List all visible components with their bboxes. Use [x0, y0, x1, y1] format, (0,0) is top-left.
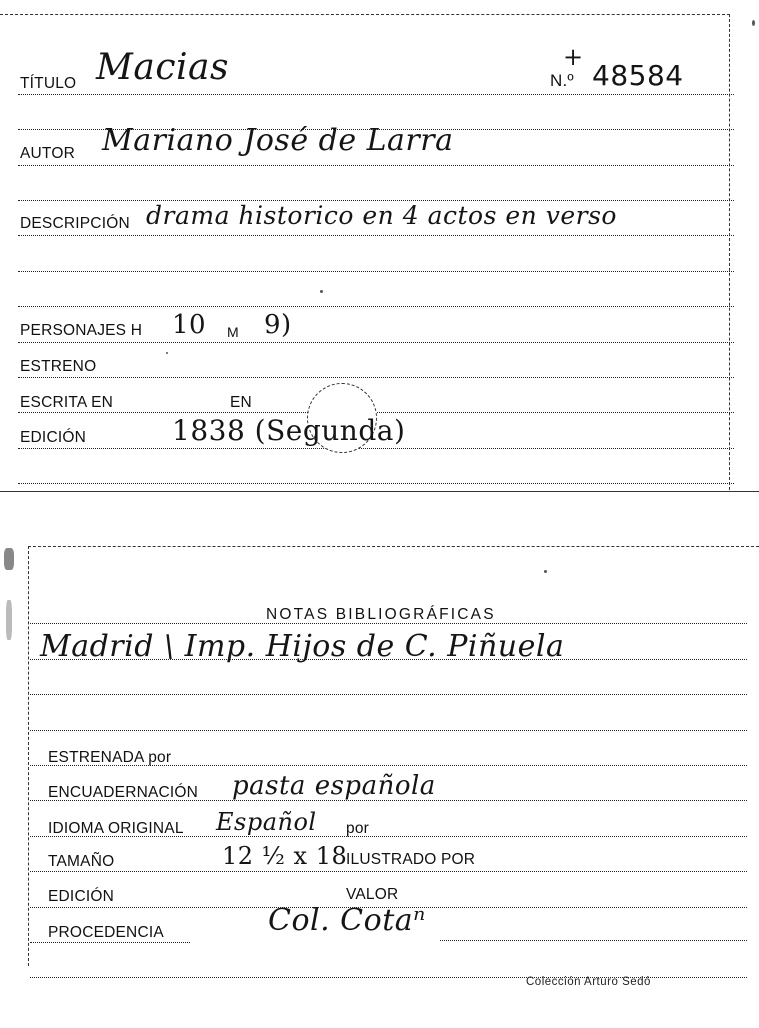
- rule-line: [440, 940, 747, 941]
- edicion-label: EDICIÓN: [20, 429, 86, 446]
- cross-mark-icon: +: [563, 43, 584, 71]
- rule-line: [30, 694, 747, 695]
- speck: [752, 20, 755, 26]
- en-label: EN: [230, 394, 252, 411]
- notas-value: Madrid \ Imp. Hijos de C. Piñuela: [40, 629, 565, 664]
- personajes-m-value: 9): [264, 310, 292, 340]
- rule-line: [30, 730, 747, 731]
- numero-label: N.º: [550, 71, 574, 90]
- speck: [320, 290, 323, 293]
- card-right-edge: [729, 14, 730, 490]
- numero-value: 48584: [592, 59, 684, 92]
- titulo-value: Macias: [96, 47, 229, 88]
- tamano-value: 12 ½ x 18: [222, 842, 348, 870]
- procedencia-value: Col. Cotaⁿ: [268, 903, 426, 938]
- rule-line: [30, 623, 747, 624]
- speck: [166, 352, 168, 354]
- edicion-value: 1838 (Segunda): [172, 414, 406, 447]
- estrenada-label: ESTRENADA por: [48, 749, 172, 766]
- estreno-label: ESTRENO: [20, 358, 97, 375]
- catalog-card-top: [0, 0, 759, 493]
- card-left-edge: [28, 546, 29, 966]
- rule-line: [18, 377, 734, 378]
- idioma-label: IDIOMA ORIGINAL: [48, 820, 184, 837]
- catalog-card-bottom: [0, 540, 759, 1028]
- rule-line: [18, 235, 734, 236]
- valor-label: VALOR: [346, 886, 399, 903]
- card-top-edge: [28, 546, 759, 547]
- descripcion-value: drama historico en 4 actos en verso: [146, 201, 617, 230]
- rule-line: [18, 165, 734, 166]
- rule-line: [18, 483, 734, 484]
- escrita-en-label: ESCRITA EN: [20, 394, 114, 411]
- card-top-edge: [0, 14, 730, 15]
- card-bottom-edge: [0, 491, 759, 492]
- rule-line: [18, 94, 734, 95]
- por-label: por: [346, 820, 370, 837]
- rule-line: [18, 271, 734, 272]
- notas-heading: NOTAS BIBLIOGRÁFICAS: [266, 606, 496, 623]
- edicion-label: EDICIÓN: [48, 888, 114, 905]
- rule-line: [18, 448, 734, 449]
- ilustrado-label: ILUSTRADO POR: [346, 851, 476, 868]
- procedencia-label: PROCEDENCIA: [48, 924, 164, 941]
- encuadernacion-label: ENCUADERNACIÓN: [48, 784, 199, 801]
- titulo-label: TÍTULO: [20, 75, 77, 92]
- autor-value: Mariano José de Larra: [102, 123, 454, 158]
- encuadernacion-value: pasta española: [232, 771, 436, 801]
- rule-line: [18, 306, 734, 307]
- collection-footer: Colección Arturo Sedó: [526, 976, 651, 988]
- autor-label: AUTOR: [20, 145, 75, 162]
- descripcion-label: DESCRIPCIÓN: [20, 215, 130, 232]
- personajes-label: PERSONAJES H: [20, 322, 143, 339]
- idioma-value: Español: [216, 808, 317, 836]
- speck: [544, 570, 547, 573]
- rule-line: [18, 342, 734, 343]
- tamano-label: TAMAÑO: [48, 853, 115, 870]
- rule-line: [30, 871, 747, 872]
- speck: [4, 548, 14, 570]
- personajes-m-label: M: [227, 324, 239, 340]
- rule-line: [30, 942, 190, 943]
- personajes-h-value: 10: [172, 310, 207, 340]
- speck: [6, 600, 12, 640]
